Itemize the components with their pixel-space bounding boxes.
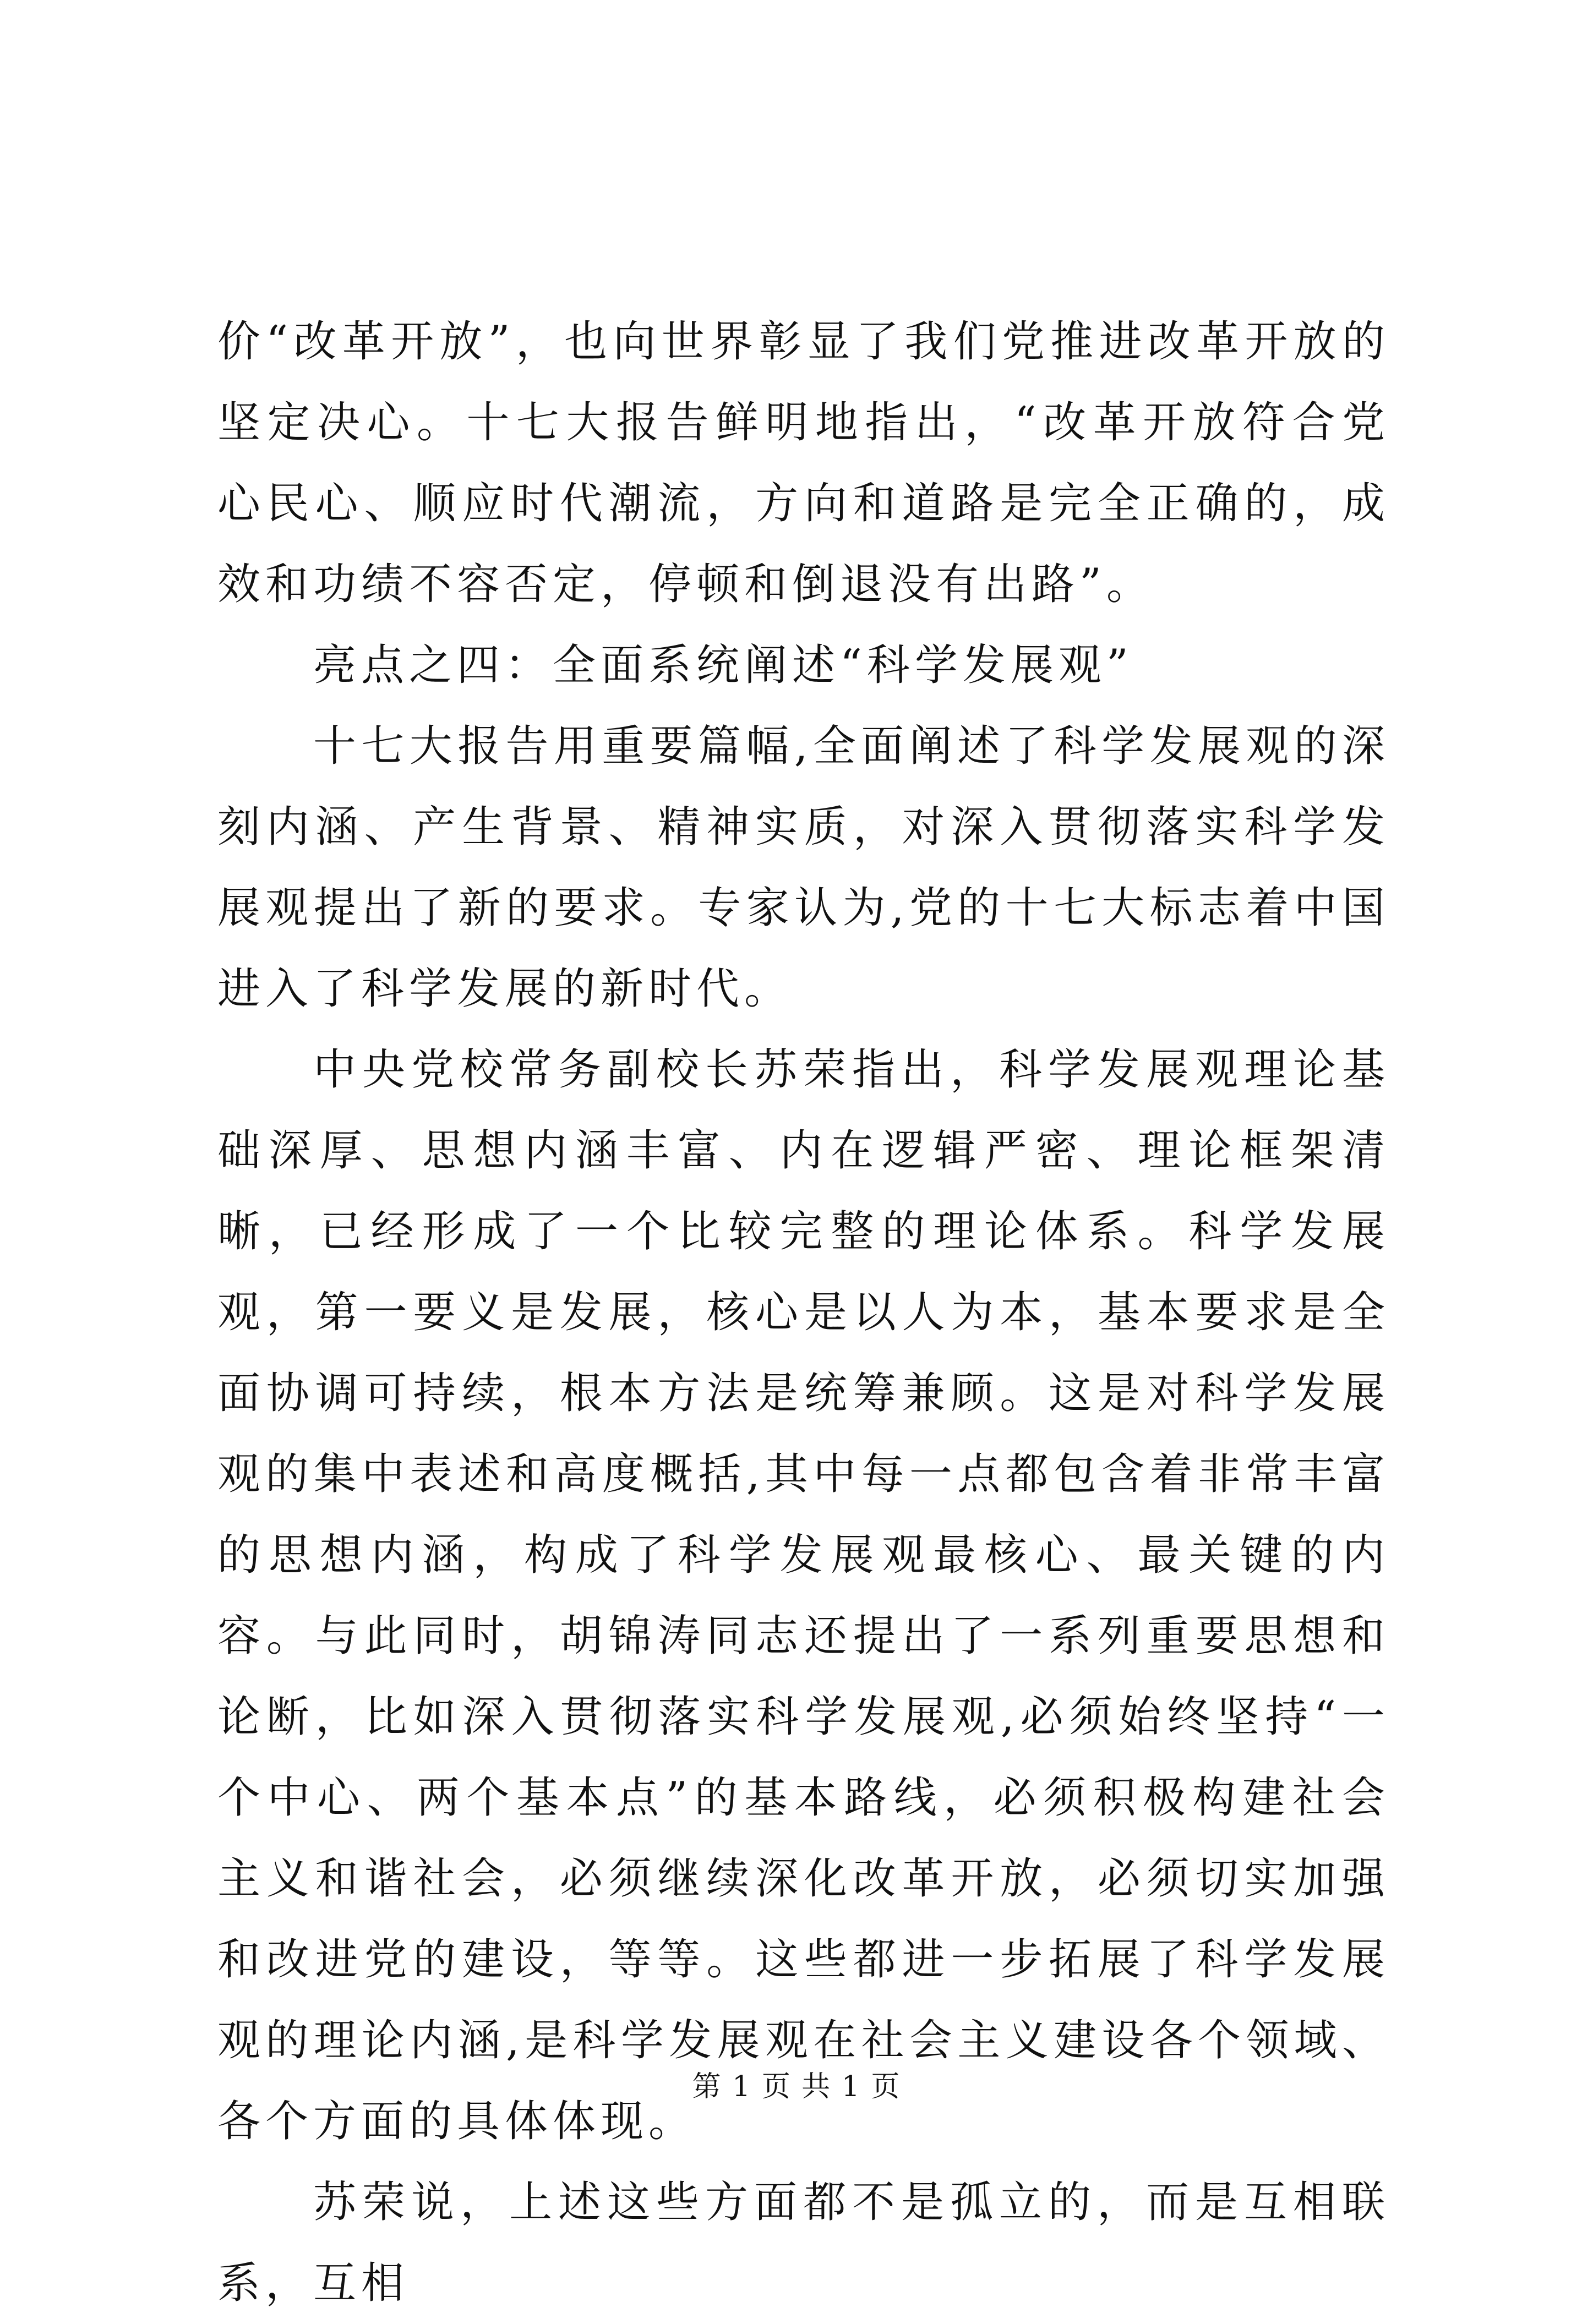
document-body	[217, 302, 1390, 2324]
paragraph: 苏荣说，上述这些方面都不是孤立的，而是互相联系，互相	[217, 2178, 1390, 2308]
section-heading: 亮点之四：全面系统阐述“科学发展观”	[313, 641, 1133, 690]
paragraph: 十七大报告用重要篇幅,全面阐述了科学发展观的深刻内涵、产生背景、精神实质，对深入贯彻落实科学发展观提出了新的要求。专家认为,党的十七大标志着中国进入了科学发展的新时代。	[217, 721, 1390, 1014]
page-footer: 第 1 页 共 1 页	[692, 2070, 901, 2103]
paragraph-continuation: 价“改革开放”，也向世界彰显了我们党推进改革开放的坚定决心。十七大报告鲜明地指出，“改革开放符合党心民心、顺应时代潮流，方向和道路是完全正确的，成效和功绩不容否定，停顿和倒退没有出路”。	[217, 317, 1390, 609]
paragraph: 中央党校常务副校长苏荣指出，科学发展观理论基础深厚、思想内涵丰富、内在逻辑严密、理论框架清晰，已经形成了一个比较完整的理论体系。科学发展观，第一要义是发展，核心是以人为本，基本要求是全面协调可持续，根本方法是统筹兼顾。这是对科学发展观的集中表述和高度概括,其中每一点都包含着非常丰富的思想内涵，构成了科学发展观最核心、最关键的内容。与此同时，胡锦涛同志还提出了一系列重要思想和论断，比如深入贯彻落实科学发展观,必须始终坚持“一个中心、两个基本点”的基本路线，必须积极构建社会主义和谐社会，必须继续深化改革开放，必须切实加强和改进党的建设，等等。这些都进一步拓展了科学发展观的理论内涵,是科学发展观在社会主义建设各个领域、各个方面的具体体现。	[217, 1045, 1390, 2146]
